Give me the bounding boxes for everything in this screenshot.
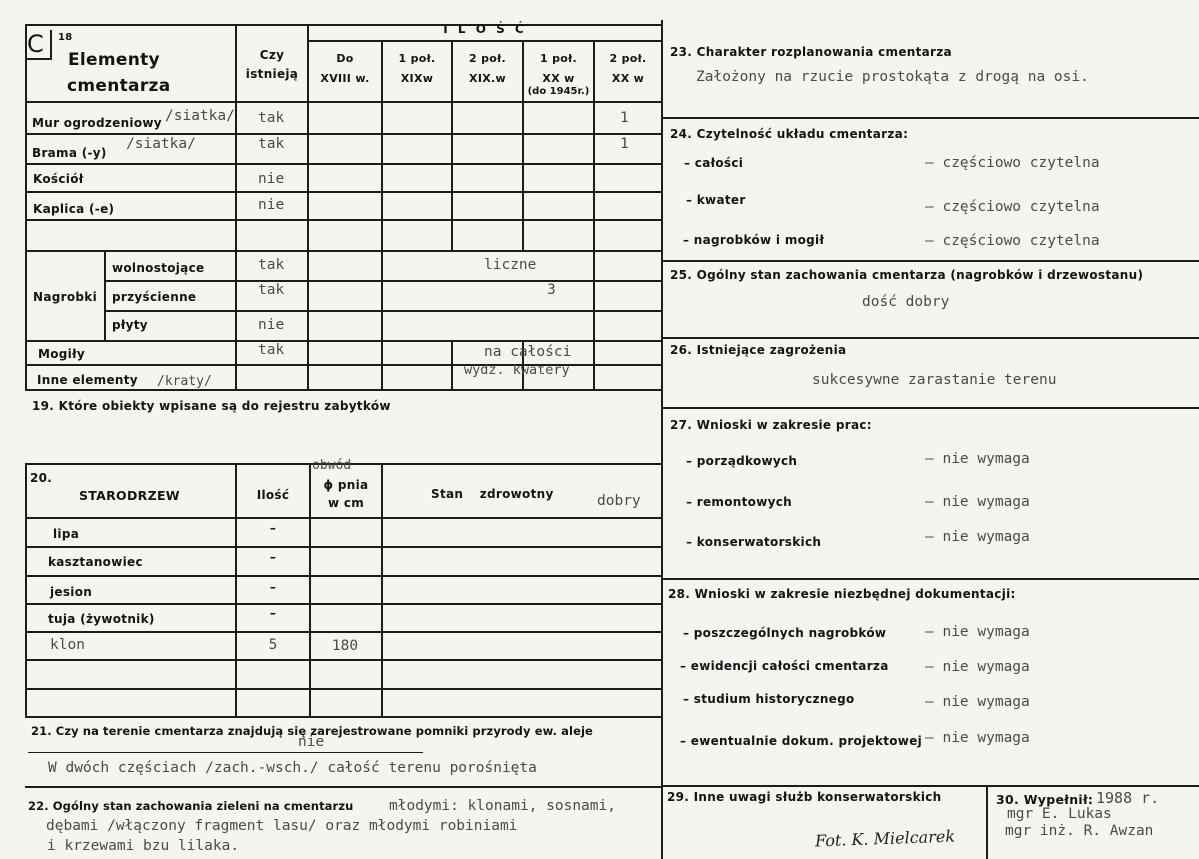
period-5-l2: XX w: [611, 72, 645, 85]
s24-label: 24. Czytelność układu cmentarza:: [670, 127, 909, 141]
row-line: [25, 340, 662, 342]
row-line: [25, 575, 662, 577]
s28-item3-value: – nie wymaga: [925, 694, 1030, 710]
s20-bottom: [25, 716, 662, 718]
ilosc-header: I L O Ś Ć: [443, 22, 527, 36]
col-xixa-left: [381, 40, 383, 389]
row-line: [25, 517, 662, 519]
row-label-plyty: płyty: [112, 318, 148, 332]
row-line: [25, 659, 662, 661]
s24-item3-label: – nagrobków i mogił: [683, 233, 825, 247]
s22-text3: i krzewami bzu lilaka.: [47, 838, 240, 854]
mogily-qty: na całości: [484, 344, 572, 360]
row-line: [104, 310, 662, 312]
period-2-l1: 1 poł.: [398, 52, 436, 65]
row-label-kaplica: Kaplica (-e): [33, 202, 115, 216]
s21-label: 21. Czy na terenie cmentarza znajdują się zarejestrowane pomniki przyrody ew. aleje: [31, 724, 593, 738]
row-label-kosciol: Kościół: [33, 172, 84, 186]
s27-item1-value: – nie wymaga: [925, 451, 1030, 467]
s28-label: 28. Wnioski w zakresie niezbędnej dokumentacji:: [668, 587, 1016, 601]
s27-item2-value: – nie wymaga: [925, 494, 1030, 510]
row-line: [25, 250, 662, 252]
tree-circ-klon: 180: [331, 638, 359, 654]
brama-xxw2: 1: [620, 136, 629, 152]
row-line: [25, 631, 662, 633]
inne-qty: wydz. kwatery: [464, 362, 570, 378]
nagrobki-divider: [104, 250, 106, 340]
kaplica-exists: nie: [258, 197, 285, 213]
row-line: [25, 101, 662, 103]
s20-col-qty-label: Ilość: [256, 488, 290, 502]
s20-col-circ2: w cm: [327, 496, 365, 510]
przysc-exists: tak: [258, 282, 285, 298]
s24-item3-value: – częściowo czytelna: [925, 233, 1100, 249]
plyty-exists: nie: [258, 317, 285, 333]
row-label-mur: Mur ogrodzeniowy: [32, 116, 162, 130]
tree-name-lipa: lipa: [53, 527, 80, 541]
s30-person1: mgr E. Lukas: [1007, 806, 1112, 822]
col-xxb-left-low: [593, 250, 595, 389]
border-left: [25, 24, 27, 389]
photographer-signature: Fot. K. Mielcarek: [814, 826, 956, 851]
period-2-l2: XIXw: [400, 72, 434, 85]
s20-col-tree: STARODRZEW: [79, 488, 180, 503]
wolno-exists: tak: [258, 257, 285, 273]
s20-col-health: [381, 463, 383, 716]
s23-value: Założony na rzucie prostokąta z drogą na osi.: [696, 69, 1089, 85]
mur-exists: tak: [258, 110, 285, 126]
s20-col-health-label: Stan zdrowotny: [431, 487, 554, 501]
row-label-brama: Brama (-y): [32, 146, 107, 160]
s28-item1-label: – poszczególnych nagrobków: [683, 626, 887, 640]
s28-item2-value: – nie wymaga: [925, 659, 1030, 675]
s29-label: 29. Inne uwagi służb konserwatorskich: [667, 790, 942, 804]
period-1-l1: Do: [336, 52, 354, 65]
row-line: [25, 133, 662, 135]
s19-label: 19. Które obiekty wpisane są do rejestru zabytków: [32, 399, 391, 413]
s20-col-circ-note: obwód: [312, 458, 352, 473]
s28-item3-label: – studium historycznego: [683, 692, 855, 706]
s20-col-circ1: ϕ pnia: [323, 478, 369, 492]
tree-name-jesion: jesion: [50, 585, 93, 599]
tree-qty-tuja: –: [269, 606, 277, 620]
exists-header-2: istnieją: [245, 67, 299, 81]
wolno-qty: liczne: [484, 257, 537, 273]
s25-value: dość dobry: [862, 294, 950, 310]
s22-text2: dębami /włączony fragment lasu/ oraz młodymi robiniami: [46, 818, 518, 834]
s21-note: W dwóch częściach /zach.-wsch./ całość terenu porośnięta: [48, 760, 537, 776]
brama-exists: tak: [258, 136, 285, 152]
s30-label: 30. Wypełnił:: [996, 792, 1094, 807]
s27-item3-label: – konserwatorskich: [686, 535, 822, 549]
row-line: [25, 389, 662, 391]
s28-item4-value: – nie wymaga: [925, 730, 1030, 746]
row-line: [25, 163, 662, 165]
period-3-l2: XIX.w: [469, 72, 506, 85]
title-line2: cmentarza: [67, 76, 171, 96]
period-5-l1: 2 poł.: [609, 52, 647, 65]
row-line: [25, 191, 662, 193]
kosciol-exists: nie: [258, 171, 285, 187]
s20-left: [25, 463, 27, 716]
center-divider: [661, 20, 663, 859]
row-line: [104, 280, 662, 282]
brama-note: /siatka/: [126, 136, 196, 152]
s22-label: 22. Ogólny stan zachowania zieleni na cmentarzu: [28, 799, 354, 813]
s27-item3-value: – nie wymaga: [925, 529, 1030, 545]
period-4-l2: XX w: [542, 72, 575, 85]
tree-name-klon: klon: [50, 637, 85, 653]
s28-top: [661, 578, 1199, 580]
s30-person2: mgr inż. R. Awzan: [1005, 823, 1154, 839]
s28-item2-label: – ewidencji całości cmentarza: [680, 659, 889, 673]
row-label-wolno: wolnostojące: [112, 261, 205, 275]
s22-top: [25, 786, 662, 788]
s24-item1-label: – całości: [684, 156, 744, 170]
form-number: 18: [58, 32, 73, 43]
tree-name-tuja: tuja (żywotnik): [48, 612, 155, 626]
title-line1: Elementy: [68, 50, 160, 70]
s27-top: [661, 407, 1199, 409]
s26-label: 26. Istniejące zagrożenia: [670, 343, 847, 357]
s24-item2-label: – kwater: [686, 193, 746, 207]
mur-xxw2: 1: [620, 110, 629, 126]
period-4-l1: 1 poł.: [540, 52, 577, 65]
tree-qty-lipa: –: [269, 521, 277, 535]
s21-answer: nie: [298, 734, 325, 750]
s27-item2-label: – remontowych: [686, 495, 792, 509]
mur-note: /siatka/: [165, 108, 235, 124]
exists-header-1: Czy: [259, 48, 285, 62]
s29-top: [661, 785, 1199, 787]
s26-value: sukcesywne zarastanie terenu: [812, 372, 1057, 388]
s24-item1-value: – częściowo czytelna: [925, 155, 1100, 171]
tree-qty-klon: 5: [268, 637, 278, 653]
row-line: [25, 688, 662, 690]
s28-item4-label: – ewentualnie dokum. projektowej: [680, 734, 923, 748]
period-4-l3: (do 1945r.): [527, 86, 590, 97]
form-letter: C: [27, 30, 45, 58]
s27-item1-label: – porządkowych: [686, 454, 798, 468]
period-1-l2: XVIII w.: [320, 72, 370, 85]
s30-divider: [986, 785, 988, 859]
s26-top: [661, 337, 1199, 339]
row-label-przysc: przyścienne: [112, 290, 197, 304]
ilosc-underline: [307, 40, 662, 42]
s20-health-value: dobry: [597, 493, 641, 509]
row-label-mogily: Mogiły: [38, 347, 85, 361]
row-line: [25, 219, 662, 221]
s30-date: 1988 r.: [1096, 789, 1160, 807]
przysc-qty: 3: [547, 282, 556, 298]
row-line: [25, 603, 662, 605]
row-label-inne: Inne elementy: [37, 373, 138, 387]
s28-item1-value: – nie wymaga: [925, 624, 1030, 640]
s20-num: 20.: [30, 471, 53, 485]
tree-name-kasztanowiec: kasztanowiec: [48, 555, 143, 569]
tree-qty-jesion: –: [269, 580, 277, 594]
row-line: [25, 546, 662, 548]
period-3-l1: 2 poł.: [469, 52, 506, 65]
s25-label: 25. Ogólny stan zachowania cmentarza (nagrobków i drzewostanu): [670, 268, 1144, 282]
s25-top: [661, 260, 1199, 262]
row-label-nagrobki: Nagrobki: [33, 290, 97, 304]
s23-label: 23. Charakter rozplanowania cmentarza: [670, 45, 952, 59]
s24-top: [661, 117, 1199, 119]
tree-qty-kasztanowiec: –: [269, 550, 277, 564]
s27-label: 27. Wnioski w zakresie prac:: [670, 418, 872, 432]
inne-note: /kraty/: [157, 374, 212, 389]
s24-item2-value: – częściowo czytelna: [925, 199, 1100, 215]
s21-underline: [28, 752, 423, 753]
s22-text1: młodymi: klonami, sosnami,: [389, 798, 616, 814]
mogily-exists: tak: [258, 342, 285, 358]
